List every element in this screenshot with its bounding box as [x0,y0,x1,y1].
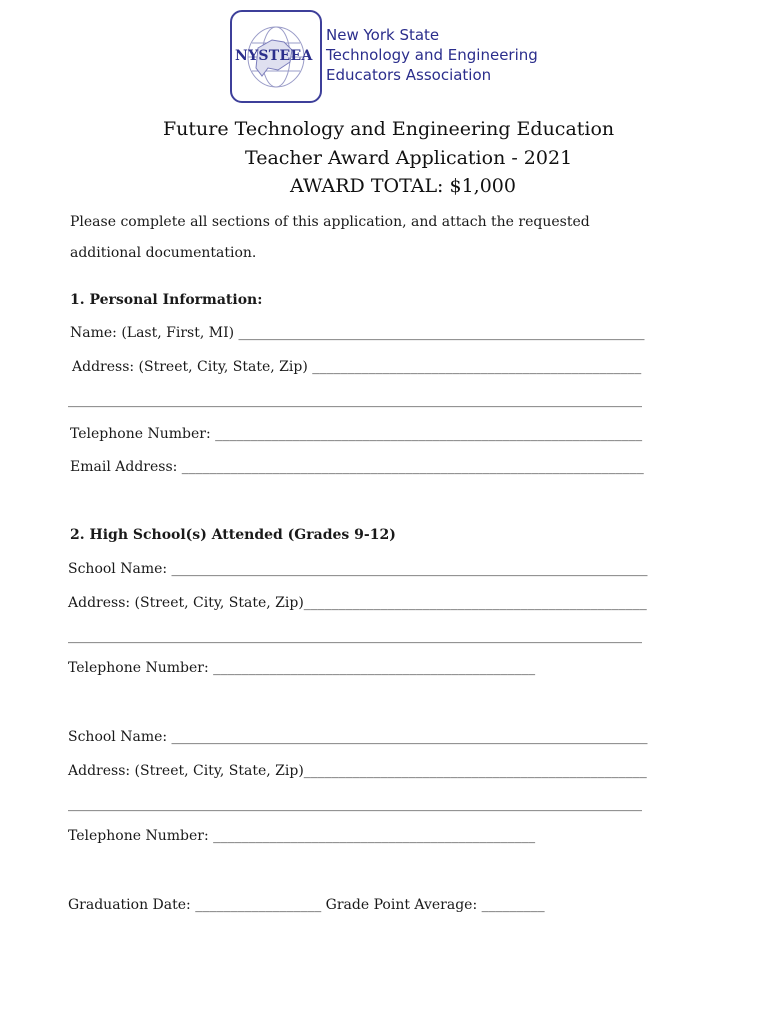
telephone-field[interactable]: Telephone Number: _____________________________________________________________ [70,426,643,442]
graduation-gpa-field[interactable]: Graduation Date: __________________ Grade Point Average: _________ [68,897,545,913]
school1-address-field[interactable]: Address: (Street, City, State, Zip)_________________________________________________ [68,595,647,611]
school2-telephone-field[interactable]: Telephone Number: ______________________________________________ [68,828,536,844]
school2-address-field-continued[interactable]: __________________________________________________________________________________ [68,796,642,812]
org-name-line2: Technology and Engineering [326,46,538,64]
org-name-line3: Educators Association [326,66,492,84]
section2-heading: 2. High School(s) Attended (Grades 9-12) [70,527,396,543]
email-field[interactable]: Email Address: __________________________________________________________________ [70,459,644,475]
org-name-line1: New York State [326,26,440,44]
name-field[interactable]: Name: (Last, First, MI) __________________________________________________________ [70,325,645,341]
address-field[interactable]: Address: (Street, City, State, Zip) _______________________________________________ [72,359,642,375]
page-subtitle: Teacher Award Application - 2021 [245,147,573,169]
intro-line1: Please complete all sections of this application, and attach the requested [70,214,590,230]
school1-address-field-continued[interactable]: __________________________________________________________________________________ [68,628,642,644]
logo-acronym: NYSTEEA [235,48,313,64]
school2-address-field[interactable]: Address: (Street, City, State, Zip)_________________________________________________ [68,763,647,779]
section1-heading: 1. Personal Information: [70,292,263,308]
address-field-continued[interactable]: __________________________________________________________________________________ [68,392,642,408]
intro-line2: additional documentation. [70,245,257,261]
school2-name-field[interactable]: School Name: ____________________________________________________________________ [68,729,648,745]
school1-name-field[interactable]: School Name: ____________________________________________________________________ [68,561,648,577]
page-title: Future Technology and Engineering Education [163,118,615,140]
school1-telephone-field[interactable]: Telephone Number: ______________________________________________ [68,660,536,676]
award-total: AWARD TOTAL: $1,000 [290,175,516,197]
